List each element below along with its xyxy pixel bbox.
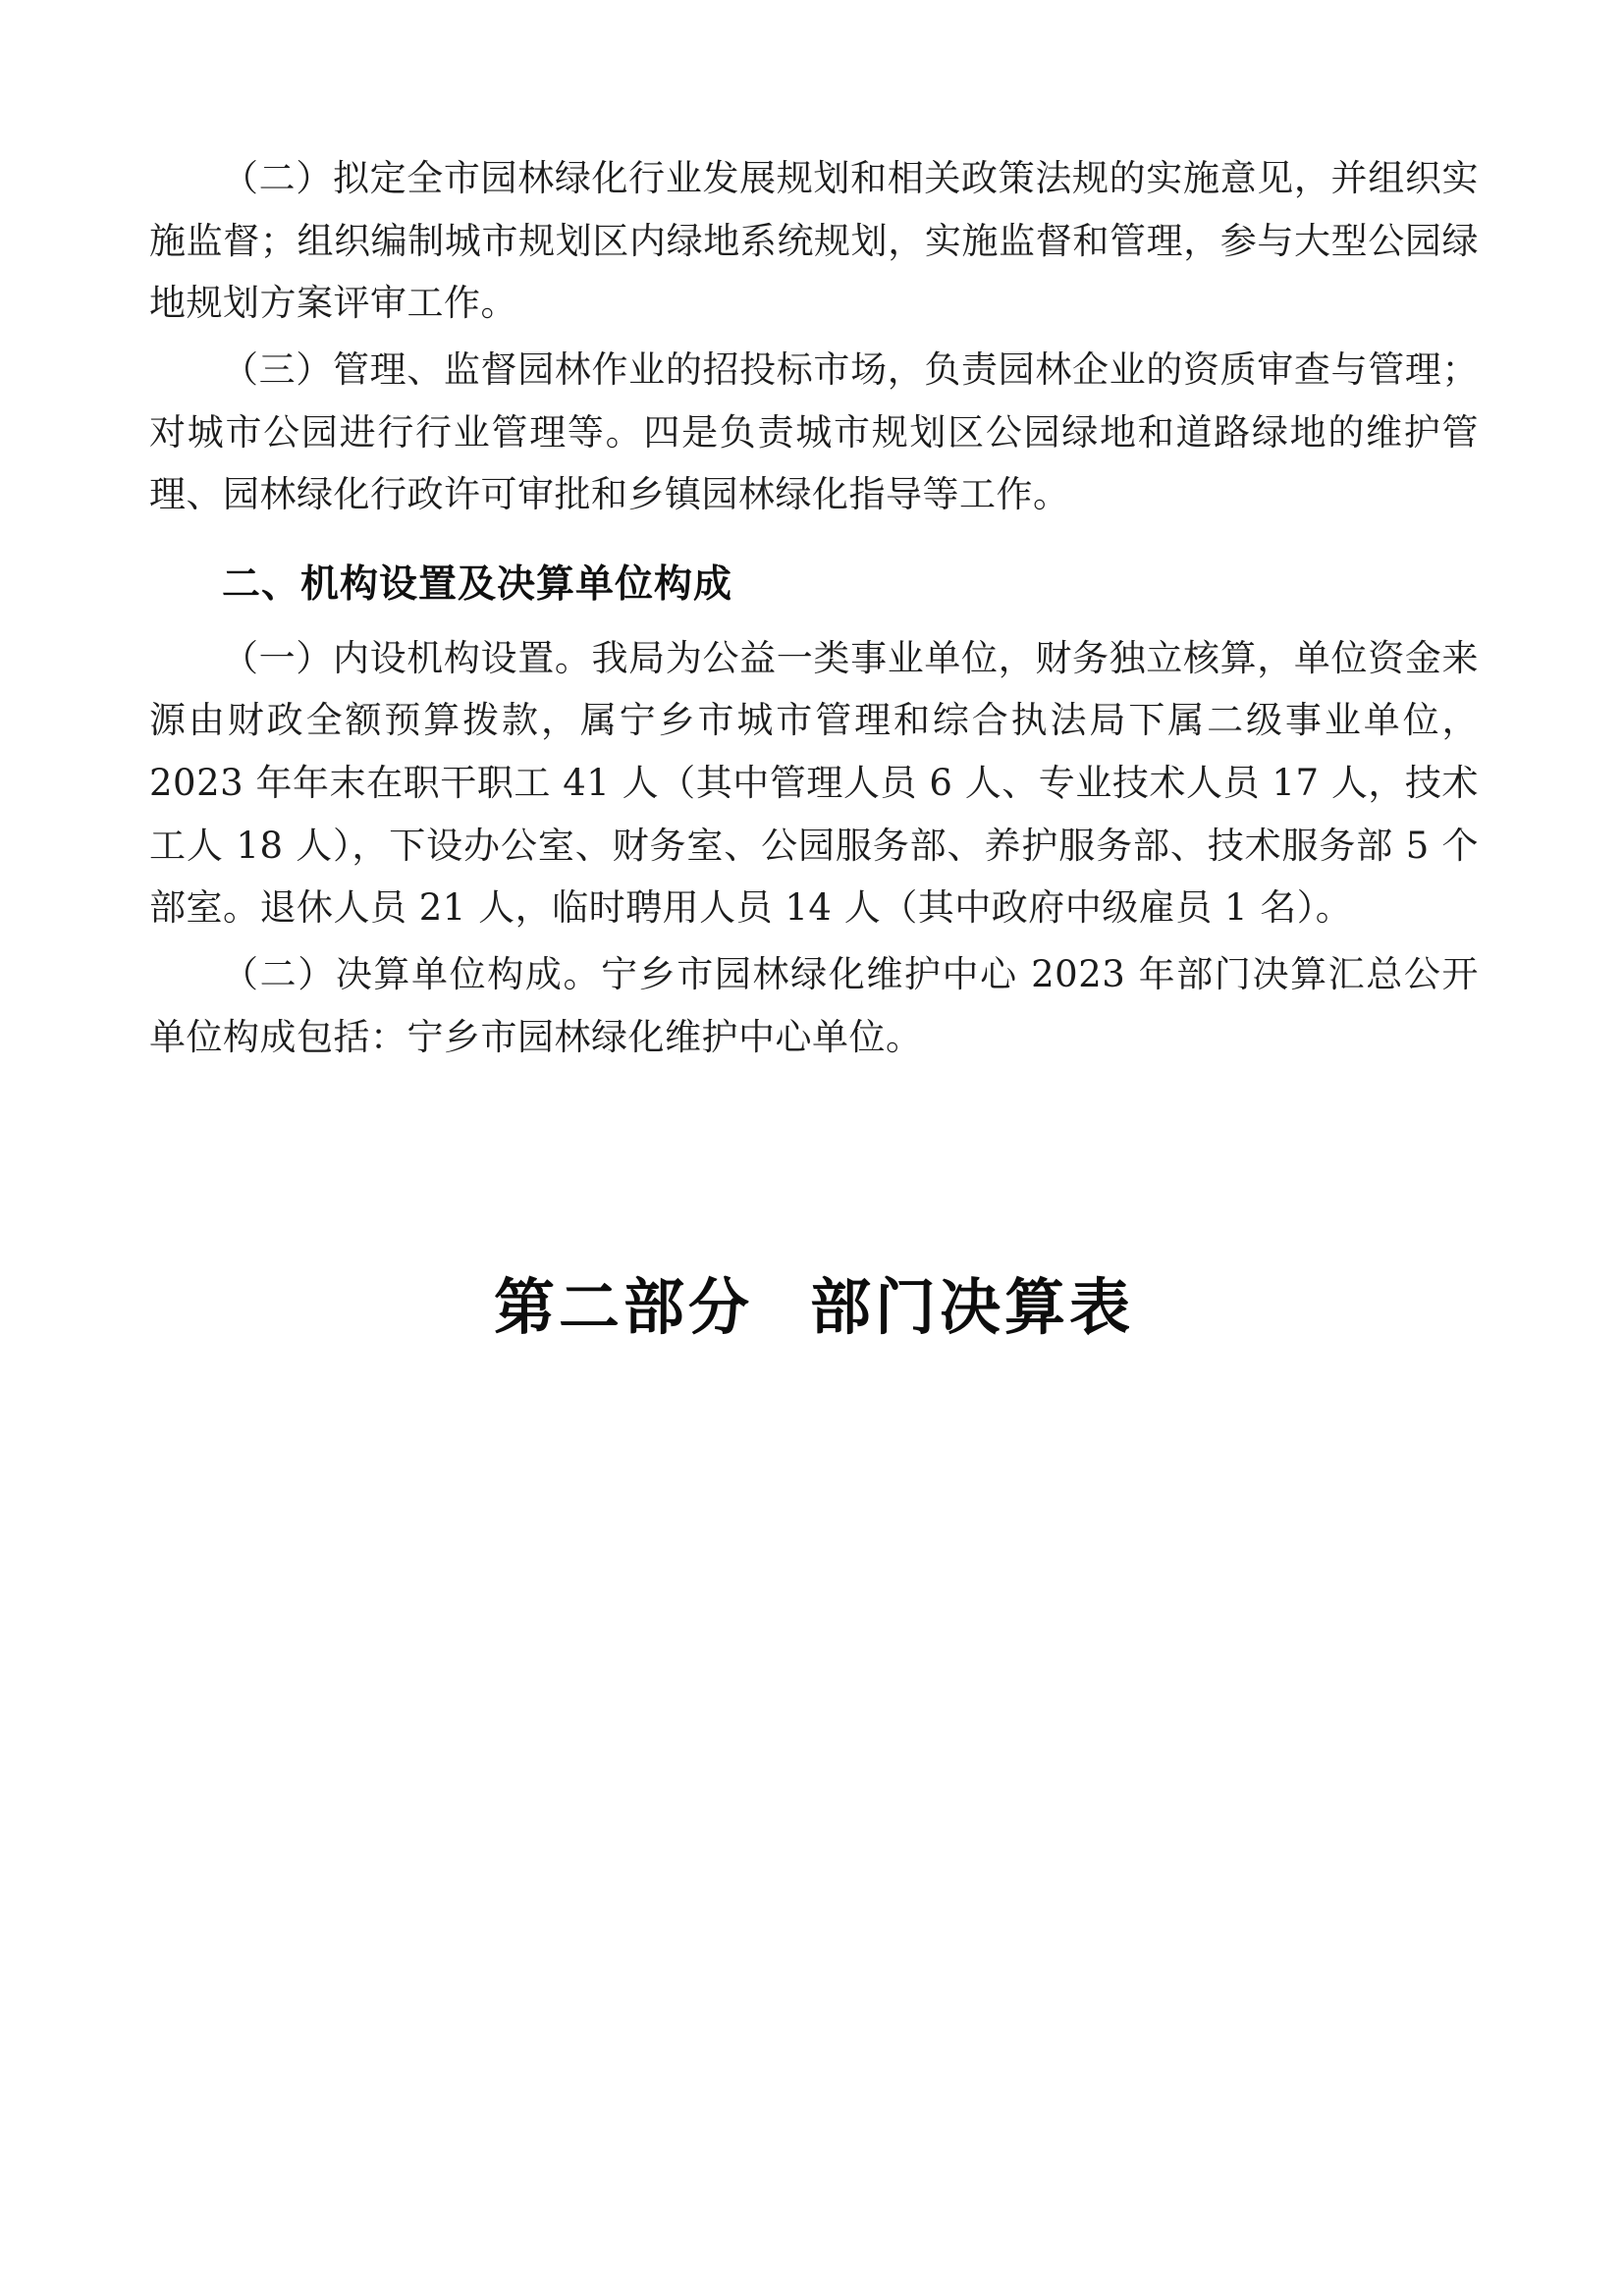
part-title-left: 第二部分	[493, 1271, 753, 1344]
paragraph-block-two	[149, 147, 1479, 335]
part-title-right: 部门决算表	[810, 1271, 1135, 1344]
section-paragraph-block-one	[149, 627, 1479, 939]
section-paragraph-block-two	[149, 943, 1479, 1068]
section-heading-organization: 二、机构设置及决算单位构成	[222, 561, 733, 607]
section-paragraph-internal-structure: （一）内设机构设置。我局为公益一类事业单位，财务独立核算，单位资金来源由财政全额预算拨款，属宁乡市城市管理和综合执法局下属二级事业单位，2023 年年末在职干职工 41 人（其中管理人员 6 人、专业技术人员 17 人，技术工人 18 人），下设办公室、财务室、公园服务部、养护服务部、技术服务部 5 个部室。退休人员 21 人，临时聘用人员 14 人（其中政府中级雇员 1 名）。	[149, 636, 1479, 930]
section-paragraph-unit-composition: （二）决算单位构成。宁乡市园林绿化维护中心 2023 年部门决算汇总公开单位构成包括：宁乡市园林绿化维护中心单位。	[149, 952, 1479, 1058]
paragraph-block-three	[149, 339, 1479, 526]
part-title	[149, 1258, 1479, 1346]
paragraph-item-three: （三）管理、监督园林作业的招投标市场，负责园林企业的资质审查与管理；对城市公园进行行业管理等。四是负责城市规划区公园绿地和道路绿地的维护管理、园林绿化行政许可审批和乡镇园林绿化指导等工作。	[149, 347, 1479, 516]
paragraph-item-two: （二）拟定全市园林绿化行业发展规划和相关政策法规的实施意见，并组织实施监督；组织编制城市规划区内绿地系统规划，实施监督和管理，参与大型公园绿地规划方案评审工作。	[149, 157, 1479, 325]
layout-spacer	[149, 1072, 1479, 1111]
